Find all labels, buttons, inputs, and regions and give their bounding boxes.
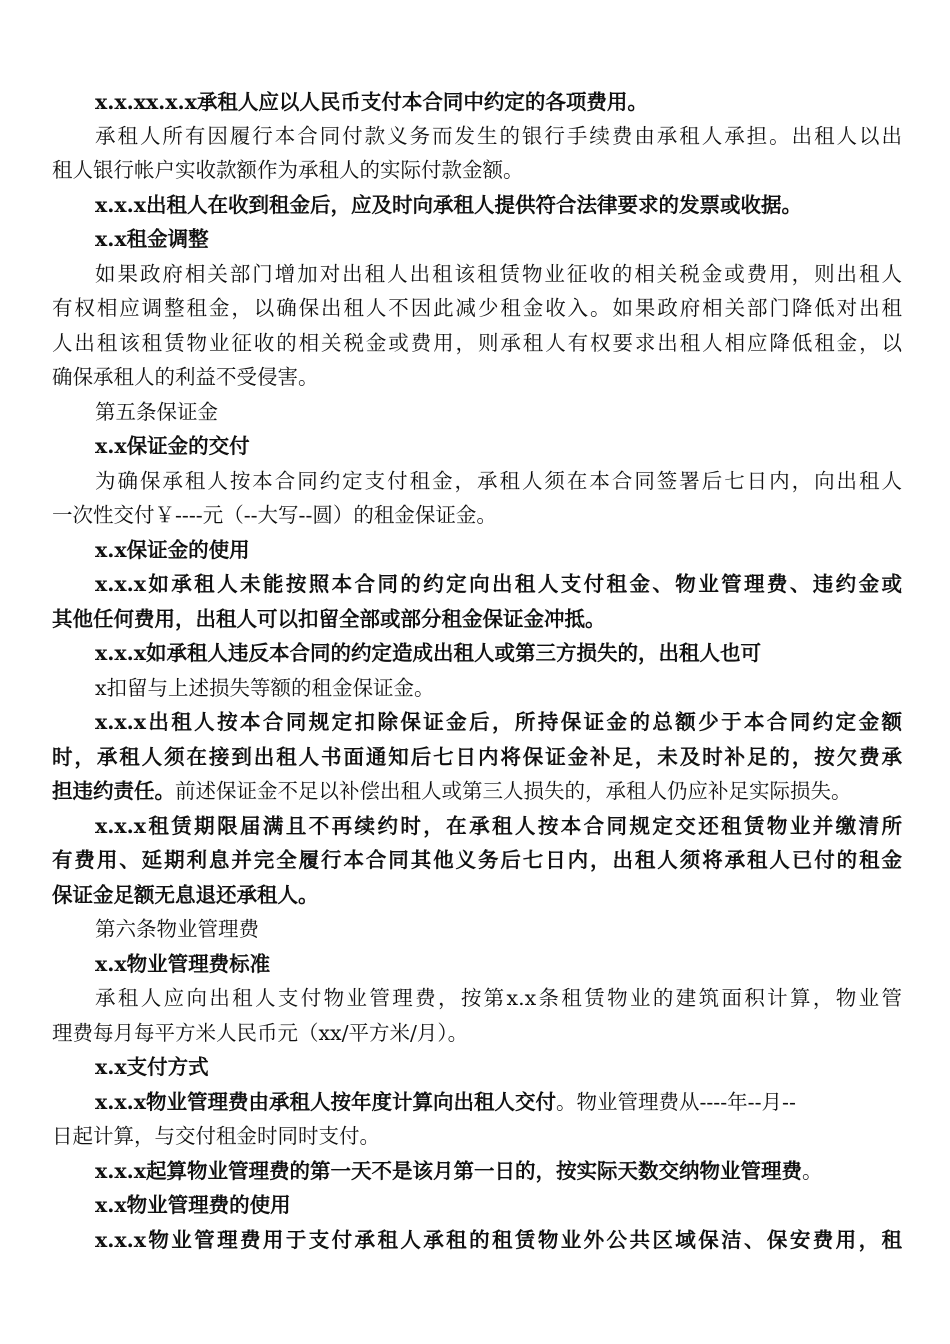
text-line: x.x.xx.x.x承租人应以人民币支付本合同中约定的各项费用。 bbox=[95, 90, 648, 114]
text-line: 承租人应向出租人支付物业管理费，按第x.x条租赁物业的建筑面积计算，物业管 bbox=[95, 986, 902, 1010]
article-heading: 第六条物业管理费 bbox=[95, 917, 259, 941]
text-line bbox=[52, 774, 902, 808]
text-line: 日起计算，与交付租金时同时支付。 bbox=[52, 1124, 380, 1148]
text-span-bold: 担违约责任。 bbox=[52, 779, 175, 803]
text-span: 前述保证金不足以补偿出租人或第三人损失的，承租人仍应补足实际损失。 bbox=[175, 779, 852, 803]
text-line: x.x.x物业管理费用于支付承租人承租的租赁物业外公共区域保洁、保安费用，租 bbox=[95, 1228, 902, 1252]
text-line: x扣留与上述损失等额的租金保证金。 bbox=[95, 676, 435, 700]
section-heading: x.x租金调整 bbox=[95, 227, 209, 251]
text-line bbox=[95, 1085, 902, 1119]
text-line: x.x.x如承租人违反本合同的约定造成出租人或第三方损失的，出租人也可 bbox=[95, 641, 761, 665]
section-heading: x.x物业管理费标准 bbox=[95, 952, 271, 976]
text-span: 。 bbox=[801, 1159, 823, 1183]
text-line: 保证金足额无息退还承租人。 bbox=[52, 883, 319, 907]
text-line: 有费用、延期利息并完全履行本合同其他义务后七日内，出租人须将承租人已付的租金 bbox=[52, 848, 902, 872]
text-line: 其他任何费用，出租人可以扣留全部或部分租金保证金冲抵。 bbox=[52, 607, 606, 631]
section-heading: x.x支付方式 bbox=[95, 1055, 209, 1079]
text-line: 人出租该租赁物业征收的相关税金或费用，则承租人有权要求出租人相应降低租金，以 bbox=[52, 331, 902, 355]
text-line: x.x.x出租人在收到租金后，应及时向承租人提供符合法律要求的发票或收据。 bbox=[95, 193, 802, 217]
text-line: x.x.x如承租人未能按照本合同的约定向出租人支付租金、物业管理费、违约金或 bbox=[95, 572, 902, 596]
section-heading: x.x物业管理费的使用 bbox=[95, 1193, 291, 1217]
text-line: 确保承租人的利益不受侵害。 bbox=[52, 365, 319, 389]
text-line: 租人银行帐户实收款额作为承租人的实际付款金额。 bbox=[52, 158, 524, 182]
text-span-bold: x.x.x起算物业管理费的第一天不是该月第一日的，按实际天数交纳物业管理费 bbox=[95, 1159, 802, 1183]
text-line bbox=[95, 1154, 902, 1188]
text-line: x.x.x租赁期限届满且不再续约时，在承租人按本合同规定交还租赁物业并缴清所 bbox=[95, 814, 902, 838]
section-heading: x.x保证金的使用 bbox=[95, 538, 250, 562]
text-line: x.x.x出租人按本合同规定扣除保证金后，所持保证金的总额少于本合同约定金额 bbox=[95, 710, 902, 734]
text-span: 。物业管理费从----年--月-- bbox=[555, 1090, 796, 1114]
text-line: 为确保承租人按本合同约定支付租金，承租人须在本合同签署后七日内，向出租人 bbox=[95, 469, 902, 493]
text-line: 时，承租人须在接到出租人书面通知后七日内将保证金补足，未及时补足的，按欠费承 bbox=[52, 745, 902, 769]
text-line: 有权相应调整租金，以确保出租人不因此减少租金收入。如果政府相关部门降低对出租 bbox=[52, 296, 902, 320]
article-heading: 第五条保证金 bbox=[95, 400, 218, 424]
text-line: 如果政府相关部门增加对出租人出租该租赁物业征收的相关税金或费用，则出租人 bbox=[95, 262, 902, 286]
text-span-bold: x.x.x物业管理费由承租人按年度计算向出租人交付 bbox=[95, 1090, 556, 1114]
text-line: 理费每月每平方米人民币元（xx/平方米/月）。 bbox=[52, 1021, 469, 1045]
text-line: 一次性交付￥----元（--大写--圆）的租金保证金。 bbox=[52, 503, 497, 527]
section-heading: x.x保证金的交付 bbox=[95, 434, 250, 458]
text-line: 承租人所有因履行本合同付款义务而发生的银行手续费由承租人承担。出租人以出 bbox=[95, 124, 902, 148]
